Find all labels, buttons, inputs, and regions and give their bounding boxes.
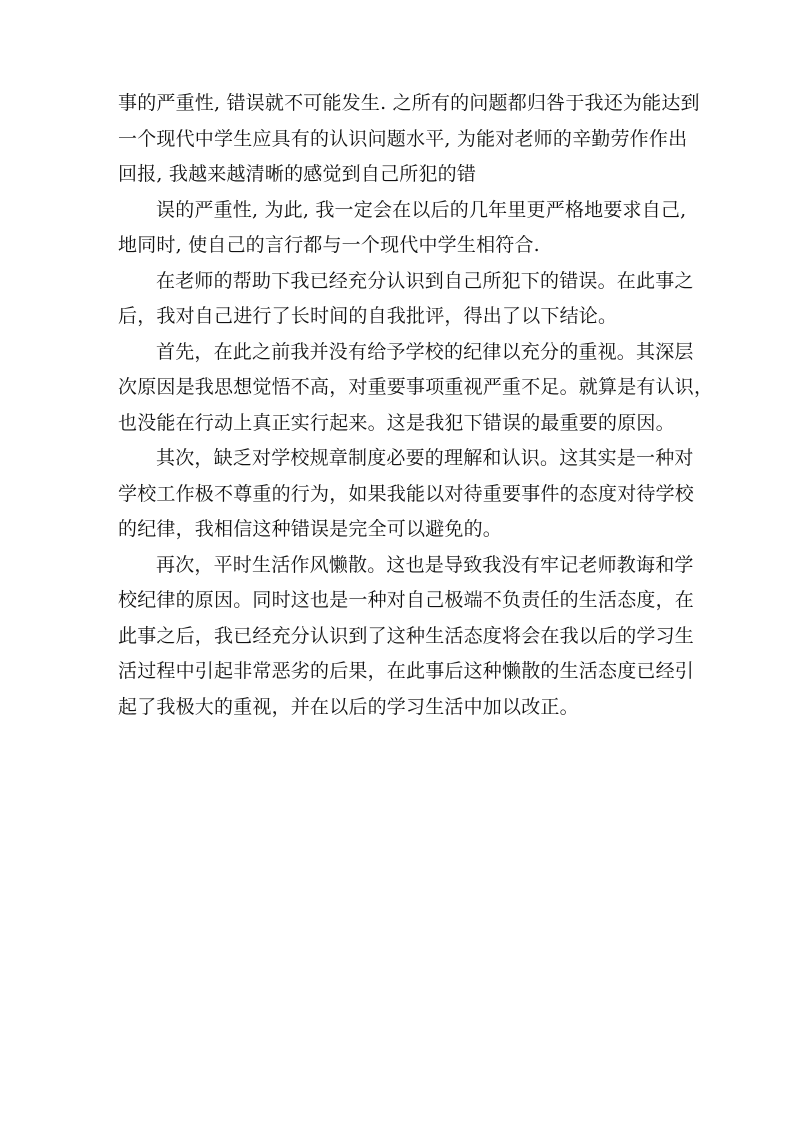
- paragraph-line: 次原因是我思想觉悟不高，对重要事项重视严重不足。就算是有认识，: [118, 376, 714, 398]
- paragraph-3: [118, 264, 694, 335]
- paragraph-line: 误的严重性, 为此, 我一定会在以后的几年里更严格地要求自己,: [156, 198, 687, 221]
- paragraph-line: 首先，在此之前我并没有给予学校的纪律以充分的重视。其深层: [156, 340, 694, 363]
- paragraph-line: 学校工作极不尊重的行为，如果我能以对待重要事件的态度对待学校: [118, 482, 695, 505]
- paragraph-4: [118, 335, 714, 442]
- paragraph-line: 的纪律，我相信这种错误是完全可以避免的。: [118, 518, 503, 540]
- paragraph-line: 此事之后，我已经充分认识到了这种生活态度将会在我以后的学习生: [118, 624, 695, 647]
- paragraph-line: 回报, 我越来越清晰的感觉到自己所犯的错: [118, 163, 477, 185]
- document-body: [118, 86, 714, 725]
- paragraph-line: 后，我对自己进行了长时间的自我批评，得出了以下结论。: [118, 305, 618, 327]
- paragraph-1: [118, 86, 700, 193]
- paragraph-6: [118, 548, 695, 726]
- paragraph-line: 活过程中引起非常恶劣的后果，在此事后这种懒散的生活态度已经引: [118, 660, 695, 682]
- paragraph-line: 一个现代中学生应具有的认识问题水平, 为能对老师的辛勤劳作作出: [118, 127, 688, 150]
- paragraph-line: 在老师的帮助下我已经充分认识到自己所犯下的错误。在此事之: [156, 269, 694, 292]
- paragraph-line: 起了我极大的重视，并在以后的学习生活中加以改正。: [118, 695, 579, 718]
- paragraph-line: 也没能在行动上真正实行起来。这是我犯下错误的最重要的原因。: [118, 411, 675, 434]
- paragraph-line: 其次，缺乏对学校规章制度必要的理解和认识。这其实是一种对: [156, 447, 694, 469]
- paragraph-2: [118, 193, 687, 264]
- paragraph-line: 再次，平时生活作风懒散。这也是导致我没有牢记老师教诲和学: [156, 553, 694, 576]
- paragraph-line: 校纪律的原因。同时这也是一种对自己极端不负责任的生活态度，在: [118, 589, 695, 611]
- paragraph-line: 事的严重性, 错误就不可能发生. 之所有的问题都归咎于我还为能达到: [118, 92, 700, 114]
- paragraph-5: [118, 441, 695, 548]
- paragraph-line: 地同时, 使自己的言行都与一个现代中学生相符合.: [118, 234, 540, 256]
